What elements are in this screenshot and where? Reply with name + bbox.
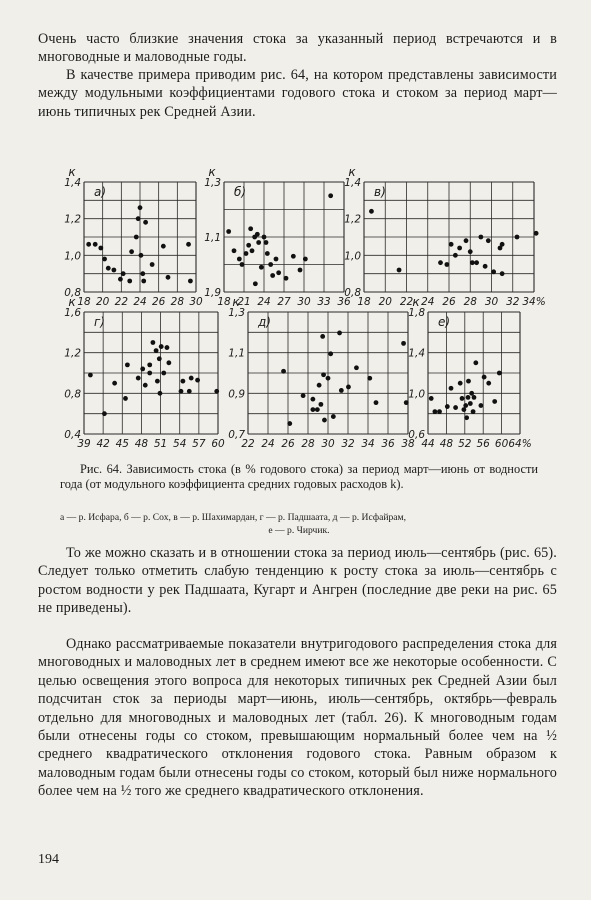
data-point xyxy=(404,400,409,405)
data-point xyxy=(315,407,320,412)
data-point xyxy=(478,235,483,240)
data-point xyxy=(479,403,484,408)
data-point xyxy=(151,340,156,345)
chart-panel-1 xyxy=(64,165,203,308)
x-tick-label: 18 xyxy=(357,296,371,308)
y-tick-label: 1,2 xyxy=(344,213,361,226)
y-axis-symbol: к xyxy=(208,165,216,179)
data-point xyxy=(246,243,251,248)
x-tick-label: 34% xyxy=(522,296,546,308)
data-point xyxy=(274,257,279,262)
y-tick-label: 1,0 xyxy=(344,250,361,263)
data-point xyxy=(468,249,473,254)
y-tick-label: 0,8 xyxy=(64,388,81,401)
data-point xyxy=(460,396,465,401)
x-tick-label: 24 xyxy=(421,296,435,308)
data-point xyxy=(301,393,306,398)
x-tick-label: 22 xyxy=(114,296,129,308)
data-point xyxy=(298,268,303,273)
data-point xyxy=(337,331,342,336)
x-tick-label: 48 xyxy=(439,438,454,450)
data-point xyxy=(317,383,322,388)
y-tick-label: 1,3 xyxy=(204,177,221,189)
data-point xyxy=(143,383,148,388)
y-axis-symbol: к xyxy=(68,165,76,179)
data-point xyxy=(262,235,267,240)
x-tick-label: 20 xyxy=(378,296,392,308)
data-point xyxy=(464,415,469,420)
y-axis-symbol: к xyxy=(232,295,240,309)
x-tick-label: 34 xyxy=(361,438,375,450)
x-tick-label: 60 xyxy=(211,438,225,450)
panel-label: д) xyxy=(258,315,271,329)
x-tick-label: 44 xyxy=(421,438,435,450)
data-point xyxy=(248,226,253,231)
x-tick-label: 30 xyxy=(321,438,335,450)
data-point xyxy=(154,348,159,353)
data-point xyxy=(159,344,164,349)
x-tick-label: 24 xyxy=(257,296,271,308)
x-tick-label: 24 xyxy=(133,296,147,308)
x-tick-label: 28 xyxy=(170,296,185,308)
data-point xyxy=(140,271,145,276)
data-point xyxy=(429,396,434,401)
y-tick-label: 1,6 xyxy=(64,307,81,319)
x-tick-label: 24 xyxy=(261,438,275,450)
data-point xyxy=(265,251,270,256)
data-point xyxy=(102,411,107,416)
data-point xyxy=(310,407,315,412)
paragraph-3 xyxy=(38,544,557,618)
data-point xyxy=(244,251,249,256)
data-point xyxy=(88,373,93,378)
x-tick-label: 48 xyxy=(134,438,149,450)
data-point xyxy=(438,260,443,265)
data-point xyxy=(214,389,219,394)
data-point xyxy=(93,242,98,247)
x-tick-label: 28 xyxy=(463,296,477,308)
data-point xyxy=(310,397,315,402)
data-point xyxy=(195,378,200,383)
panel-label: б) xyxy=(234,185,247,199)
x-tick-label: 52 xyxy=(458,438,472,450)
x-tick-label: 57 xyxy=(192,438,206,450)
panel-label: а) xyxy=(94,185,107,199)
x-tick-label: 26 xyxy=(442,296,456,308)
x-tick-label: 32 xyxy=(341,438,355,450)
data-point xyxy=(466,395,471,400)
y-tick-label: 1,4 xyxy=(344,177,361,189)
x-tick-label: 33 xyxy=(317,296,331,308)
data-point xyxy=(374,400,379,405)
y-tick-label: 0,8 xyxy=(344,287,361,299)
data-point xyxy=(237,257,242,262)
x-tick-label: 22 xyxy=(399,296,414,308)
data-point xyxy=(140,367,145,372)
y-tick-label: 1,3 xyxy=(228,307,245,319)
data-point xyxy=(102,257,107,262)
data-point xyxy=(397,268,402,273)
data-point xyxy=(369,209,374,214)
data-point xyxy=(483,264,488,269)
data-point xyxy=(401,341,406,346)
data-point xyxy=(143,220,148,225)
x-tick-label: 36 xyxy=(337,296,351,308)
data-point xyxy=(287,421,292,426)
x-tick-label: 45 xyxy=(115,438,129,450)
data-point xyxy=(497,371,502,376)
data-point xyxy=(367,376,372,381)
data-point xyxy=(463,403,468,408)
chart-panel-4 xyxy=(64,295,225,450)
data-point xyxy=(303,257,308,262)
paragraph-4 xyxy=(38,635,557,801)
data-point xyxy=(318,402,323,407)
data-point xyxy=(445,404,450,409)
y-tick-label: 1,2 xyxy=(64,213,81,226)
data-point xyxy=(250,248,255,253)
data-point xyxy=(457,246,462,251)
y-tick-label: 0,6 xyxy=(408,429,425,441)
data-point xyxy=(112,381,117,386)
figure-legend-main: а — р. Исфара, б — р. Сох, в — р. Шахимардан, г — р. Падшаата, д — р. Исфайрам, xyxy=(60,512,406,523)
data-point xyxy=(129,249,134,254)
data-point xyxy=(264,240,269,245)
x-tick-label: 36 xyxy=(381,438,395,450)
data-point xyxy=(141,279,146,284)
data-point xyxy=(138,205,143,210)
data-point xyxy=(106,266,111,271)
data-point xyxy=(189,376,194,381)
figure-64 xyxy=(58,150,548,460)
paragraph-4-text: Однако рассматриваемые показатели внутригодового распределения стока для многоводных и маловодных лет в среднем имеют все же некоторые особенности. С целью освещения этого вопроса для некоторых типичных рек Средней Азии был подсчитан сток за периоды март—июнь, июль—сентябрь, октябрь—февраль отдельно для многоводных и маловодных лет (табл. 26). К многоводным годам были отнесены годы со стоком, превышающим нормальный более чем на ½ среднего квадратического отклонения годового стока. Равным образом к маловодным годам были отнесены годы со стоком, который был ниже нормального более чем на ½ того же среднего квадратического отклонения. xyxy=(38,636,557,800)
data-point xyxy=(136,216,141,221)
data-point xyxy=(161,244,166,249)
paragraph-3-text: То же можно сказать и в отношении стока за период июль—сентябрь (рис. 65). Следует только отметить слабую тенденцию к росту стока за июль—сентябрь с ростом водности у рек Падшаата, Кугарт и Ангрен (последние две реки на рис. 65 не приведены). xyxy=(38,545,557,617)
data-point xyxy=(158,391,163,396)
data-point xyxy=(166,275,171,280)
x-tick-label: 64% xyxy=(508,438,532,450)
data-point xyxy=(166,360,171,365)
data-point xyxy=(165,345,170,350)
scatter-panels xyxy=(58,150,548,460)
y-tick-label: 1,0 xyxy=(408,388,425,401)
data-point xyxy=(187,389,192,394)
data-point xyxy=(453,405,458,410)
data-point xyxy=(500,242,505,247)
figure-caption-text: Рис. 64. Зависимость стока (в % годового стока) за период март—июнь от водности года (от модульного коэффициента средних годовых расходов k). xyxy=(60,462,538,491)
data-point xyxy=(111,268,116,273)
y-tick-label: 1,1 xyxy=(204,232,221,244)
x-tick-label: 27 xyxy=(277,296,291,308)
data-point xyxy=(281,369,286,374)
data-point xyxy=(161,371,166,376)
data-point xyxy=(354,365,359,370)
data-point xyxy=(500,271,505,276)
data-point xyxy=(270,273,275,278)
data-point xyxy=(123,396,128,401)
data-point xyxy=(328,351,333,356)
data-point xyxy=(437,409,442,414)
y-tick-label: 1,0 xyxy=(64,250,81,263)
y-axis-symbol: к xyxy=(68,295,76,309)
chart-panel-2 xyxy=(204,165,351,308)
y-tick-label: 1,4 xyxy=(408,347,425,360)
x-tick-label: 51 xyxy=(153,438,168,450)
x-tick-label: 60 xyxy=(494,438,509,450)
data-point xyxy=(155,379,160,384)
data-point xyxy=(136,376,141,381)
data-point xyxy=(449,242,454,247)
data-point xyxy=(458,381,463,386)
y-tick-label: 0,8 xyxy=(64,287,81,299)
x-tick-label: 56 xyxy=(476,438,490,450)
data-point xyxy=(255,232,260,237)
panel-label: в) xyxy=(374,185,386,199)
data-point xyxy=(474,260,479,265)
x-tick-label: 21 xyxy=(237,296,251,308)
x-tick-label: 54 xyxy=(173,438,187,450)
data-point xyxy=(118,277,123,282)
data-point xyxy=(486,238,491,243)
chart-panel-3 xyxy=(344,165,545,308)
page-number: 194 xyxy=(38,852,59,867)
x-tick-label: 38 xyxy=(401,438,415,450)
y-tick-label: 1,9 xyxy=(204,287,221,299)
data-point xyxy=(466,379,471,384)
data-point xyxy=(259,265,264,270)
data-point xyxy=(147,362,152,367)
y-tick-label: 0,4 xyxy=(64,429,81,441)
data-point xyxy=(321,372,326,377)
data-point xyxy=(127,279,132,284)
y-tick-label: 0,7 xyxy=(228,429,245,441)
data-point xyxy=(188,279,193,284)
data-point xyxy=(157,356,162,361)
data-point xyxy=(470,260,475,265)
data-point xyxy=(331,414,336,419)
x-tick-label: 30 xyxy=(297,296,311,308)
data-point xyxy=(444,262,449,267)
data-point xyxy=(226,229,231,234)
y-tick-label: 1,8 xyxy=(408,307,425,319)
chart-panel-5 xyxy=(228,295,415,450)
panel-label: г) xyxy=(94,315,105,329)
data-point xyxy=(232,248,237,253)
figure-legend xyxy=(60,511,538,537)
x-tick-label: 26 xyxy=(281,438,295,450)
x-tick-label: 20 xyxy=(95,296,110,308)
x-tick-label: 32 xyxy=(506,296,520,308)
data-point xyxy=(473,360,478,365)
data-point xyxy=(328,193,333,198)
data-point xyxy=(534,231,539,236)
data-point xyxy=(150,262,155,267)
data-point xyxy=(482,375,487,380)
data-point xyxy=(339,388,344,393)
paragraph-2 xyxy=(38,66,557,121)
x-tick-label: 28 xyxy=(301,438,315,450)
data-point xyxy=(179,389,184,394)
y-tick-label: 1,4 xyxy=(64,177,81,189)
x-tick-label: 39 xyxy=(77,438,91,450)
data-point xyxy=(147,371,152,376)
paragraph-2-text: В качестве примера приводим рис. 64, на котором представлены зависимости между модульными коэффициентами годового стока и стоком за период март—июнь типичных рек Средней Азии. xyxy=(38,67,557,120)
data-point xyxy=(326,376,331,381)
data-point xyxy=(86,242,91,247)
data-point xyxy=(515,235,520,240)
figure-caption xyxy=(60,462,538,492)
data-point xyxy=(253,281,258,286)
data-point xyxy=(472,395,477,400)
figure-legend-last: е — р. Чирчик. xyxy=(268,525,330,536)
x-tick-label: 18 xyxy=(77,296,91,308)
data-point xyxy=(181,379,186,384)
y-tick-label: 0,9 xyxy=(228,388,245,401)
data-point xyxy=(492,399,497,404)
data-point xyxy=(291,254,296,259)
data-point xyxy=(491,269,496,274)
data-point xyxy=(322,418,327,423)
x-tick-label: 26 xyxy=(151,296,166,308)
y-tick-label: 1,1 xyxy=(228,347,245,360)
data-point xyxy=(134,235,139,240)
data-point xyxy=(240,262,245,267)
data-point xyxy=(98,246,103,251)
data-point xyxy=(320,334,325,339)
data-point xyxy=(139,253,144,258)
data-point xyxy=(486,381,491,386)
data-point xyxy=(125,362,130,367)
data-point xyxy=(256,240,261,245)
y-axis-symbol: к xyxy=(348,165,356,179)
x-tick-label: 18 xyxy=(217,296,231,308)
panel-label: е) xyxy=(438,315,451,329)
x-tick-label: 42 xyxy=(96,438,110,450)
y-axis-symbol: к xyxy=(412,295,420,309)
data-point xyxy=(453,253,458,258)
data-point xyxy=(468,401,473,406)
data-point xyxy=(471,409,476,414)
y-tick-label: 1,2 xyxy=(64,347,81,360)
data-point xyxy=(464,238,469,243)
data-point xyxy=(268,262,273,267)
x-tick-label: 30 xyxy=(484,296,499,308)
chart-panel-6 xyxy=(408,295,531,450)
paragraph-1: Очень часто близкие значения стока за указанный период встречаются и в многоводные и маловодные годы. xyxy=(38,31,557,66)
data-point xyxy=(433,409,438,414)
data-point xyxy=(186,242,191,247)
x-tick-label: 30 xyxy=(189,296,203,308)
x-tick-label: 22 xyxy=(241,438,255,450)
data-point xyxy=(121,271,126,276)
data-point xyxy=(469,391,474,396)
data-point xyxy=(346,385,351,390)
data-point xyxy=(449,386,454,391)
data-point xyxy=(276,270,281,275)
data-point xyxy=(284,276,289,281)
